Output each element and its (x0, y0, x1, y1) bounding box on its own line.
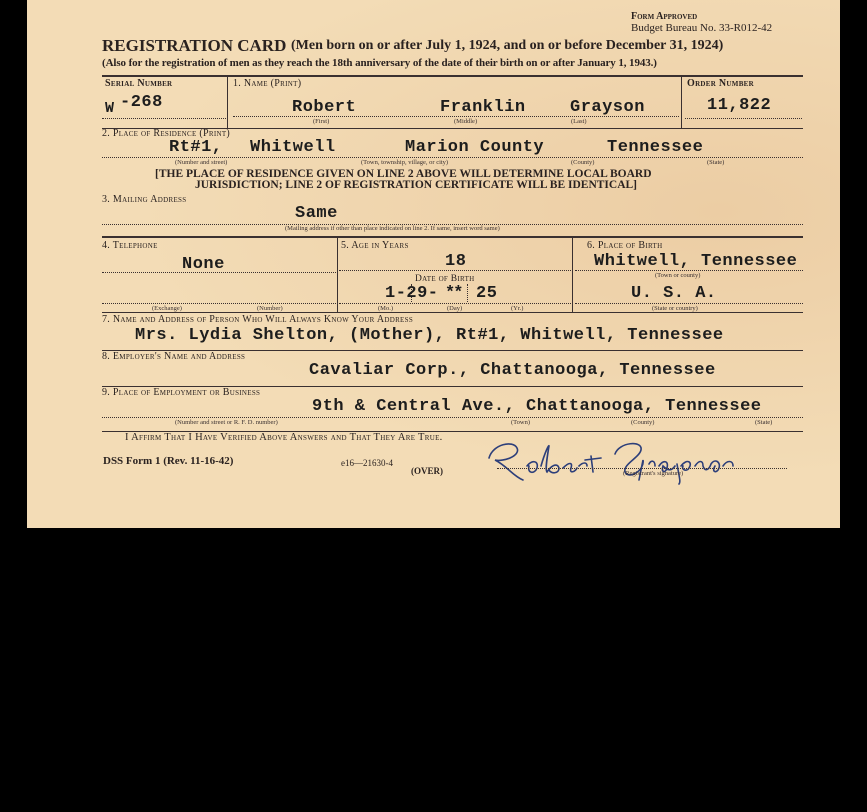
signature-caption: (Registrant's signature) (623, 470, 684, 477)
dob-day-caption: (Day) (447, 305, 463, 312)
also-note: (Also for the registration of men as they reach the 18th anniversary of the date of their birth on or after January 1, 1943.) (102, 57, 657, 69)
name-label: 1. Name (Print) (233, 78, 302, 89)
birthplace-country: U. S. A. (631, 284, 717, 303)
print-code: e16—21630-4 (341, 458, 393, 468)
dob-year-caption: (Yr.) (511, 305, 524, 312)
form-id: DSS Form 1 (Rev. 11-16-42) (103, 455, 234, 467)
employment-state-caption: (State) (755, 419, 773, 426)
telephone-number-caption: (Number) (257, 305, 283, 312)
residence-label: 2. Place of Residence (Print) (102, 128, 231, 139)
name-first-caption: (First) (313, 118, 330, 125)
residence-note-line1: [THE PLACE OF RESIDENCE GIVEN ON LINE 2 ABOVE WILL DETERMINE LOCAL BOARD (155, 168, 652, 180)
title-note: (Men born on or after July 1, 1924, and on or before December 31, 1924) (291, 38, 724, 53)
telephone-exchange-caption: (Exchange) (152, 305, 182, 312)
residence-county: Marion County (405, 138, 545, 157)
residence-street-caption: (Number and street) (175, 159, 228, 166)
birthplace-country-caption: (State or country) (652, 305, 698, 312)
age-value: 18 (445, 252, 467, 271)
employer-value: Cavaliar Corp., Chattanooga, Tennessee (309, 361, 716, 380)
name-middle-caption: (Middle) (454, 118, 478, 125)
residence-note-line2: JURISDICTION; LINE 2 OF REGISTRATION CERTIFICATE WILL BE IDENTICAL] (195, 179, 638, 191)
dob-month-day: 1-29- (385, 284, 439, 303)
card-title: REGISTRATION CARD (102, 36, 287, 55)
mailing-address-label: 3. Mailing Address (102, 194, 187, 205)
serial-number-value: -268 (120, 93, 163, 112)
employer-label: 8. Employer's Name and Address (102, 351, 246, 362)
age-label: 5. Age in Years (341, 240, 409, 251)
dob-struck: ** (445, 284, 462, 303)
employment-street-caption: (Number and street or R. F. D. number) (175, 419, 278, 426)
employment-town-caption: (Town) (511, 419, 531, 426)
dob-year: 25 (476, 284, 498, 303)
over-note: (OVER) (411, 466, 443, 476)
birthplace-town-caption: (Town or county) (655, 272, 701, 279)
dob-label: Date of Birth (415, 274, 475, 284)
name-first: Robert (292, 98, 357, 117)
telephone-label: 4. Telephone (102, 240, 158, 251)
name-last-caption: (Last) (571, 118, 587, 125)
signature-text (27, 0, 33, 1)
registrant-signature (483, 436, 743, 491)
mailing-address-caption: (Mailing address if other than place indicated on line 2. If same, insert word same) (285, 225, 500, 232)
employment-value: 9th & Central Ave., Chattanooga, Tennessee (312, 397, 762, 416)
birthplace-town: Whitwell, Tennessee (594, 252, 798, 271)
name-last: Grayson (570, 98, 645, 117)
employment-county-caption: (County) (631, 419, 655, 426)
employment-label: 9. Place of Employment or Business (102, 387, 261, 398)
order-number-value: 11,822 (707, 96, 772, 115)
serial-prefix: W (105, 100, 115, 117)
mailing-address-value: Same (295, 204, 338, 223)
serial-number-label: Serial Number (105, 78, 173, 89)
affirmation: I Affirm That I Have Verified Above Answers and That They Are True. (125, 432, 443, 443)
form-approved: Form Approved (631, 11, 698, 22)
dob-month-caption: (Mo.) (378, 305, 393, 312)
telephone-value: None (182, 255, 225, 274)
residence-street: Rt#1, (169, 138, 223, 157)
contact-label: 7. Name and Address of Person Who Will Always Know Your Address (102, 314, 414, 325)
budget-bureau: Budget Bureau No. 33-R012-42 (631, 22, 773, 34)
registration-card (27, 0, 840, 528)
contact-value: Mrs. Lydia Shelton, (Mother), Rt#1, Whitwell, Tennessee (135, 326, 724, 345)
residence-town: Whitwell (250, 138, 336, 157)
order-number-label: Order Number (687, 78, 754, 89)
residence-state: Tennessee (607, 138, 704, 157)
residence-county-caption: (County) (571, 159, 595, 166)
name-middle: Franklin (440, 98, 526, 117)
residence-town-caption: (Town, township, village, or city) (361, 159, 449, 166)
residence-state-caption: (State) (707, 159, 725, 166)
birthplace-label: 6. Place of Birth (587, 240, 663, 251)
